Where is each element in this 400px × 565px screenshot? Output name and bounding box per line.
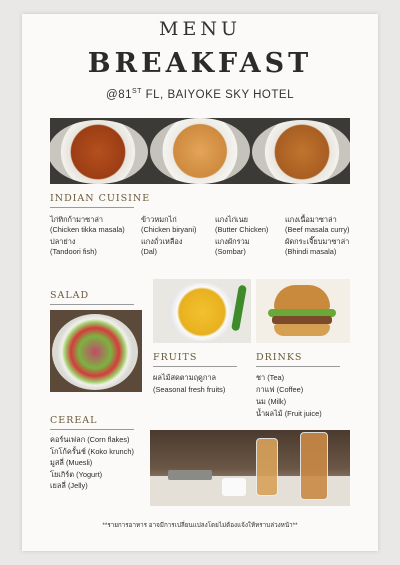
salad-bowl-image [52, 314, 138, 390]
salad-heading: SALAD [50, 290, 90, 301]
venue-subtitle: @81ST FL, BAIYOKE SKY HOTEL [106, 88, 294, 101]
plate-stack [222, 478, 246, 496]
drink-milk: นม (Milk) [256, 397, 287, 406]
cereal-heading: CEREAL [50, 415, 98, 426]
cereal-yogurt: โยเกิร์ต (Yogurt) [50, 469, 103, 479]
drink-coffee: กาแฟ (Coffee) [256, 385, 304, 394]
tray-1 [168, 470, 212, 480]
biryani-photo [153, 279, 251, 343]
dish-bhindi-masala: ผัดกระเจี๊ยบมาซาล่า (Bhindi masala) [285, 237, 350, 256]
footer-note: **รายการอาหาร อาจมีการเปลี่ยนแปลงโดยไม่ต้องแจ้งให้ทราบล่วงหน้า** [102, 522, 298, 529]
burger-bun-bottom [274, 324, 330, 336]
burger-bun-top [274, 285, 330, 311]
dish-beef-masala: แกงเนื้อมาซาล่า (Beef masala curry) [285, 215, 350, 234]
cereal-koko-krunch: โกโก้ครั้นช์ (Koko krunch) [50, 446, 134, 456]
buffet-photo [150, 430, 350, 506]
cereal-jelly: เยลลี่ (Jelly) [50, 481, 88, 490]
cereal-muesli: มูสลี่ (Muesli) [50, 458, 93, 467]
dish-chicken-tikka: ไก่ทิกก้ามาซาล่า (Chicken tikka masala) [50, 215, 125, 234]
drink-tea: ชา (Tea) [256, 373, 285, 382]
drink-juice: น้ำผลไม้ (Fruit juice) [256, 409, 322, 418]
paneer-bowl-image [150, 118, 250, 184]
dish-tandoori-fish: ปลาย่าง (Tandoori fish) [50, 237, 97, 256]
dish-butter-chicken: แกงไก่เนย (Butter Chicken) [215, 215, 269, 234]
drinks-heading: DRINKS [256, 352, 303, 363]
indian-dishes-photo [50, 118, 350, 184]
cereal-dispenser-2 [300, 432, 328, 500]
dish-sombar: แกงผักรวม (Sombar) [215, 237, 250, 256]
fruits-rule [153, 366, 237, 367]
burger-photo [256, 279, 350, 343]
dish-dal: แกงถั่วเหลือง (Dal) [141, 237, 183, 256]
indian-cuisine-heading: INDIAN CUISINE [50, 193, 151, 204]
salad-rule [50, 304, 134, 305]
cereal-corn-flakes: คอร์นเฟลก (Corn flakes) [50, 435, 130, 444]
fruits-heading: FRUITS [153, 352, 198, 363]
breakfast-title: BREAKFAST [87, 48, 313, 79]
drinks-list [256, 372, 322, 420]
dish-chicken-biryani: ข้าวหมกไก่ (Chicken biryani) [141, 215, 197, 234]
burger-patty [272, 316, 332, 324]
indian-cuisine-rule [50, 207, 134, 208]
curry-bowl-image [50, 120, 148, 184]
salad-photo [50, 310, 142, 392]
cereal-list [50, 434, 134, 492]
yellow-rice-image [167, 283, 237, 341]
cereal-dispenser-1 [256, 438, 278, 496]
drinks-rule [256, 366, 340, 367]
fruits-item: ผลไม้สดตามฤดูกาล (Seasonal fresh fruits) [153, 373, 226, 394]
dal-bowl-image [252, 120, 350, 184]
menu-title: MENU [159, 18, 241, 40]
cereal-rule [50, 429, 134, 430]
